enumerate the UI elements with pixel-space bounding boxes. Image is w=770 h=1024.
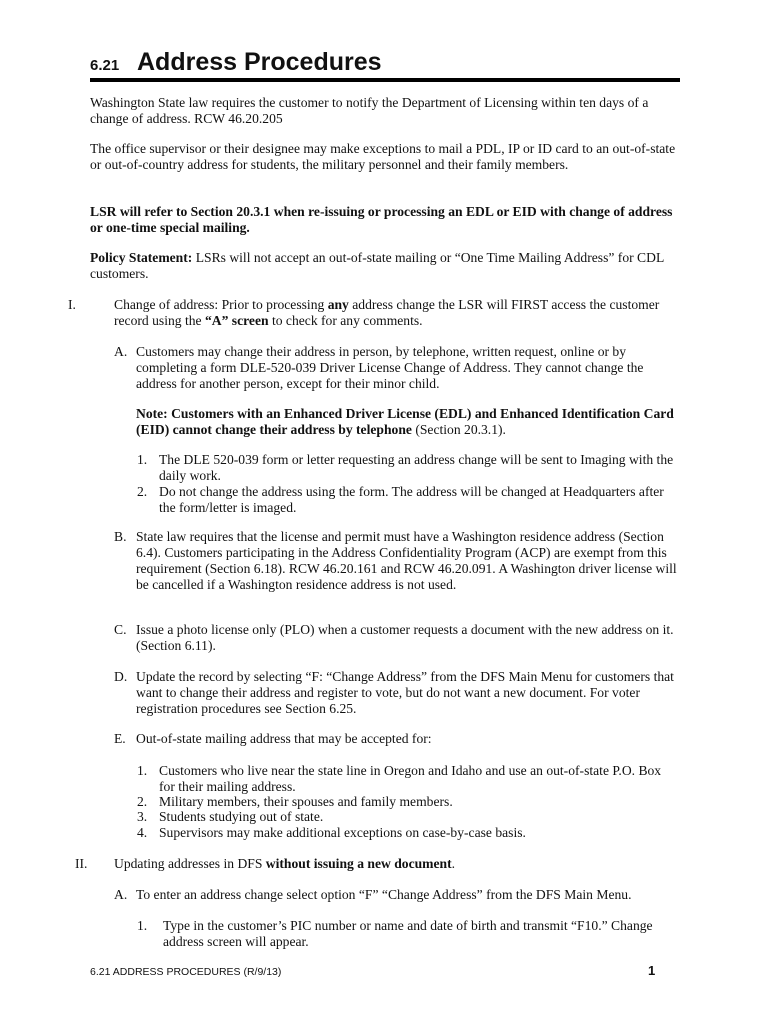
item-1a1-text: The DLE 520-039 form or letter requesting an address change will be sent to Imaging with the daily work. bbox=[159, 452, 674, 483]
section-1-text-b: address change the LSR will FIRST access the customer record using the bbox=[114, 297, 660, 328]
item-1a-marker: A. bbox=[114, 344, 128, 359]
header-rule bbox=[90, 78, 680, 82]
note-tail: (Section 20.3.1). bbox=[411, 422, 506, 437]
intro-paragraph-1: Washington State law requires the customer to notify the Department of Licensing within ten days of a change of address. RCW 46.20.205 bbox=[90, 95, 649, 126]
item-1c-text: Issue a photo license only (PLO) when a customer requests a document with the new address on it. (Section 6.11). bbox=[136, 622, 674, 653]
note-edl-eid bbox=[136, 406, 684, 438]
section-1-text-a: Change of address: Prior to processing bbox=[114, 297, 328, 312]
section-1-text bbox=[114, 297, 680, 329]
item-1e2-marker: 2. bbox=[137, 794, 148, 809]
intro-paragraph-2: The office supervisor or their designee may make exceptions to mail a PDL, IP or ID card to an out-of-state or out-of-country address for students, the military personnel and their family members. bbox=[90, 141, 676, 172]
section-2-text-b: . bbox=[451, 856, 456, 871]
item-1c-marker: C. bbox=[114, 622, 127, 637]
section-title: Address Procedures bbox=[137, 48, 382, 76]
item-1a2-marker: 2. bbox=[137, 484, 148, 499]
item-1b-text: State law requires that the license and permit must have a Washington residence address (Section 6.4). Customers participating in the Address Confidentiality Program (ACP) are exempt from this requirement (Section 6.18). RCW 46.20.161 and RCW 46.20.091. A Washington driver license will be cancelled if a Washington residence address is not used. bbox=[136, 529, 677, 592]
item-1a1-marker: 1. bbox=[137, 452, 148, 467]
page-number: 1 bbox=[648, 963, 656, 978]
section-2-text-a: Updating addresses in DFS bbox=[114, 856, 266, 871]
note-bold: Note: Customers with an Enhanced Driver License (EDL) and Enhanced Identification Card (EID) cannot change their address by telephone bbox=[136, 406, 674, 437]
item-1b-marker: B. bbox=[114, 529, 127, 544]
item-1e-text: Out-of-state mailing address that may be accepted for: bbox=[136, 731, 432, 746]
policy-label: Policy Statement: bbox=[90, 250, 193, 265]
item-1d-marker: D. bbox=[114, 669, 128, 684]
section-1-marker: I. bbox=[68, 297, 76, 312]
item-2a1-text: Type in the customer’s PIC number or name and date of birth and transmit “F10.” Change address screen will appear. bbox=[163, 918, 653, 949]
item-1e1-text: Customers who live near the state line in Oregon and Idaho and use an out-of-state P.O. Box for their mailing address. bbox=[159, 763, 662, 794]
item-1a2-text: Do not change the address using the form. The address will be changed at Headquarters after the form/letter is imaged. bbox=[159, 484, 664, 515]
item-1d-text: Update the record by selecting “F: “Change Address” from the DFS Main Menu for customers that want to change their address and register to vote, but do not want a new document. For voter registration procedures see Section 6.25. bbox=[136, 669, 674, 716]
section-2-text bbox=[114, 856, 680, 872]
item-1a-text: Customers may change their address in person, by telephone, written request, online or by completing a form DLE-520-039 Driver License Change of Address. They cannot change the address for another person, except for their minor child. bbox=[136, 344, 644, 391]
section-1-text-c: to check for any comments. bbox=[268, 313, 423, 328]
item-1e-marker: E. bbox=[114, 731, 126, 746]
section-2-marker: II. bbox=[75, 856, 88, 871]
section-number: 6.21 bbox=[90, 57, 120, 74]
section-1-a-screen: “A” screen bbox=[204, 313, 269, 328]
footer-label: 6.21 ADDRESS PROCEDURES (R/9/13) bbox=[90, 966, 282, 978]
item-2a-marker: A. bbox=[114, 887, 128, 902]
section-2-bold: without issuing a new document bbox=[265, 856, 452, 871]
item-1e4-text: Supervisors may make additional exceptions on case-by-case basis. bbox=[159, 825, 526, 840]
item-2a-text: To enter an address change select option “F” “Change Address” from the DFS Main Menu. bbox=[136, 887, 632, 902]
item-1e1-marker: 1. bbox=[137, 763, 148, 778]
policy-statement bbox=[90, 250, 680, 282]
item-1e4-marker: 4. bbox=[137, 825, 148, 840]
policy-text: LSRs will not accept an out-of-state mailing or “One Time Mailing Address” for CDL customers. bbox=[90, 250, 664, 281]
item-1e2-text: Military members, their spouses and family members. bbox=[159, 794, 453, 809]
intro-paragraph-3: LSR will refer to Section 20.3.1 when re-issuing or processing an EDL or EID with change of address or one-time special mailing. bbox=[90, 204, 673, 235]
item-2a1-marker: 1. bbox=[137, 918, 148, 933]
item-1e3-marker: 3. bbox=[137, 809, 148, 824]
section-header bbox=[90, 48, 680, 78]
item-1e3-text: Students studying out of state. bbox=[159, 809, 324, 824]
section-1-any: any bbox=[327, 297, 349, 312]
